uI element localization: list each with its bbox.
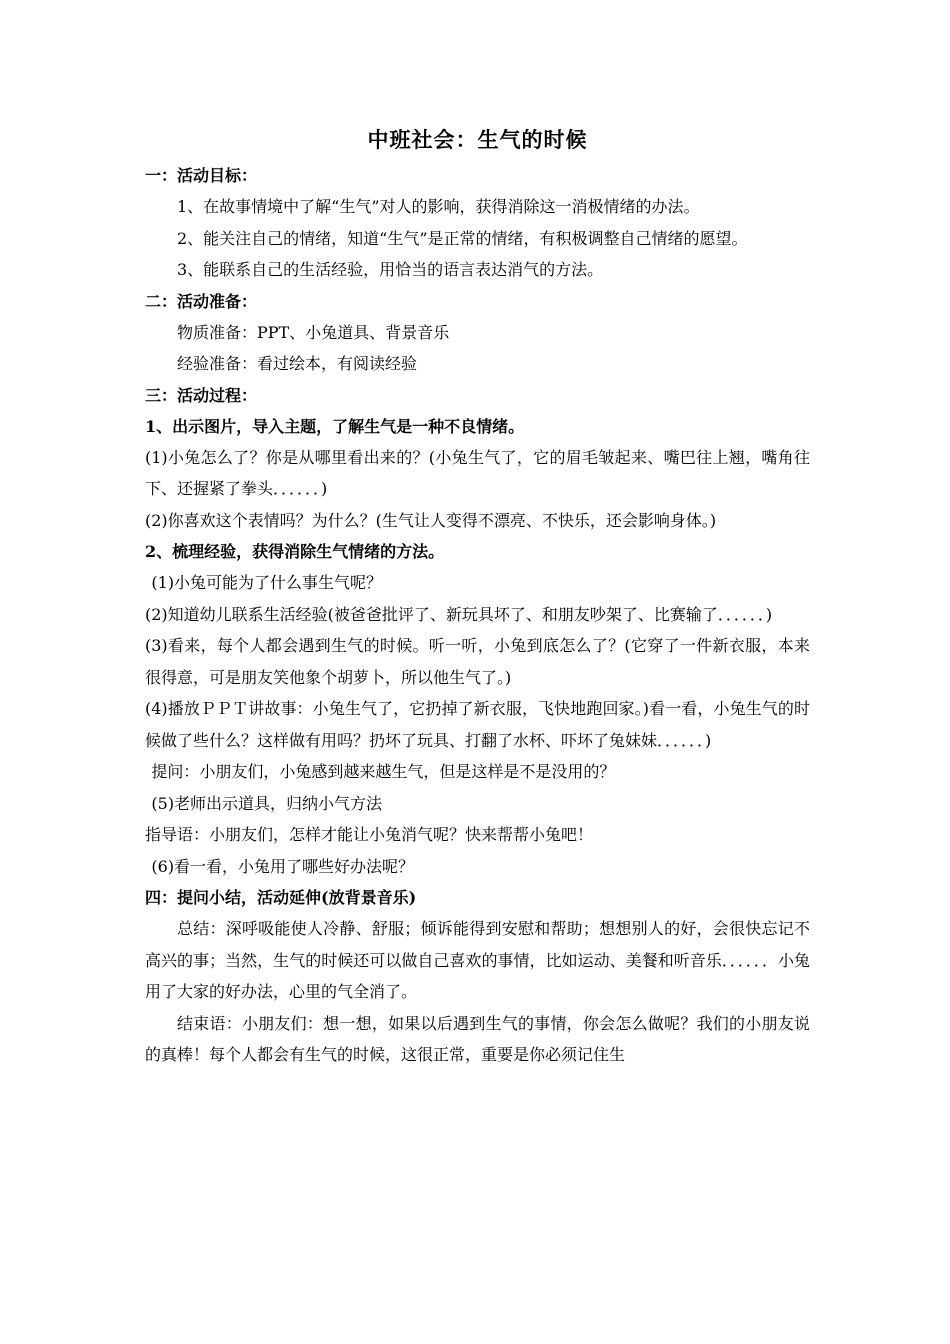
process-step-1-item-2: (2)你喜欢这个表情吗？为什么？(生气让人变得不漂亮、不快乐，还会影响身体。) [145,510,717,530]
process-step-1-item-1: (1)小兔怎么了？你是从哪里看出来的？(小兔生气了，它的眉毛皱起来、嘴巴往上翘，嘴角往下、还握紧了拳头．．．．．．) [145,447,810,498]
section-heading-summary: 四：提问小结，活动延伸(放背景音乐) [145,888,417,907]
document-body [145,160,810,1071]
summary-text: 总结：深呼吸能使人冷静、舒服；倾诉能得到安慰和帮助；想想别人的好，会很快忘记不高兴的事；当然，生气的时候还可以做自己喜欢的事情，比如运动、美餐和听音乐．．．．．．小兔用了大家的好办法，心里的气全消了。 [145,919,810,1001]
goal-item-1: 1、在故事情境中了解“生气”对人的影响，获得消除这一消极情绪的办法。 [177,197,700,216]
process-step-2-item-1: (1)小兔可能为了什么事生气呢？ [151,573,383,592]
document-title: 中班社会：生气的时候 [367,127,588,152]
process-step-2-item-6: (6)看一看，小兔用了哪些好办法呢？ [151,856,415,876]
section-heading-process: 三：活动过程： [145,385,258,405]
process-step-2-item-5: (5)老师出示道具，归纳小气方法 [151,793,383,813]
goal-item-3: 3、能联系自己的生活经验，用恰当的语言表达消气的方法。 [177,260,604,279]
preparation-material: 物质准备：PPT、小兔道具、背景音乐 [177,322,450,342]
process-question: 提问：小朋友们，小兔感到越来越生气，但是这样是不是没用的？ [151,762,616,781]
section-heading-goals: 一：活动目标： [145,166,258,185]
section-heading-preparation: 二：活动准备： [145,291,258,311]
process-step-2-item-4: (4)播放ＰＰＴ讲故事：小兔生气了，它扔掉了新衣服，飞快地跑回家。)看一看，小兔生气的时候做了些什么？这样做有用吗？扔坏了玩具、打翻了水杯、吓坏了兔妹妹．．．．．．) [145,699,810,750]
process-step-2-item-3: (3)看来，每个人都会遇到生气的时候。听一听，小兔到底怎么了？(它穿了一件新衣服，本来很得意，可是朋友笑他象个胡萝卜，所以他生气了。) [145,636,810,687]
process-step-2-heading: 2、梳理经验，获得消除生气情绪的方法。 [145,542,445,561]
goal-item-2: 2、能关注自己的情绪，知道“生气”是正常的情绪，有积极调整自己情绪的愿望。 [177,228,748,248]
closing-text: 结束语：小朋友们：想一想，如果以后遇到生气的事情，你会怎么做呢？我们的小朋友说的真棒！每个人都会有生气的时候，这很正常，重要是你必须记住生 [145,1013,810,1064]
guidance-text: 指导语：小朋友们，怎样才能让小兔消气呢？快来帮帮小兔吧！ [145,825,594,844]
document-page [145,120,810,1071]
process-step-1-heading: 1、出示图片，导入主题，了解生气是一种不良情绪。 [145,416,525,436]
process-step-2-item-2: (2)知道幼儿联系生活经验(被爸爸批评了、新玩具坏了、和朋友吵架了、比赛输了．．．．．．) [145,604,773,624]
preparation-experience: 经验准备：看过绘本，有阅读经验 [177,354,418,373]
